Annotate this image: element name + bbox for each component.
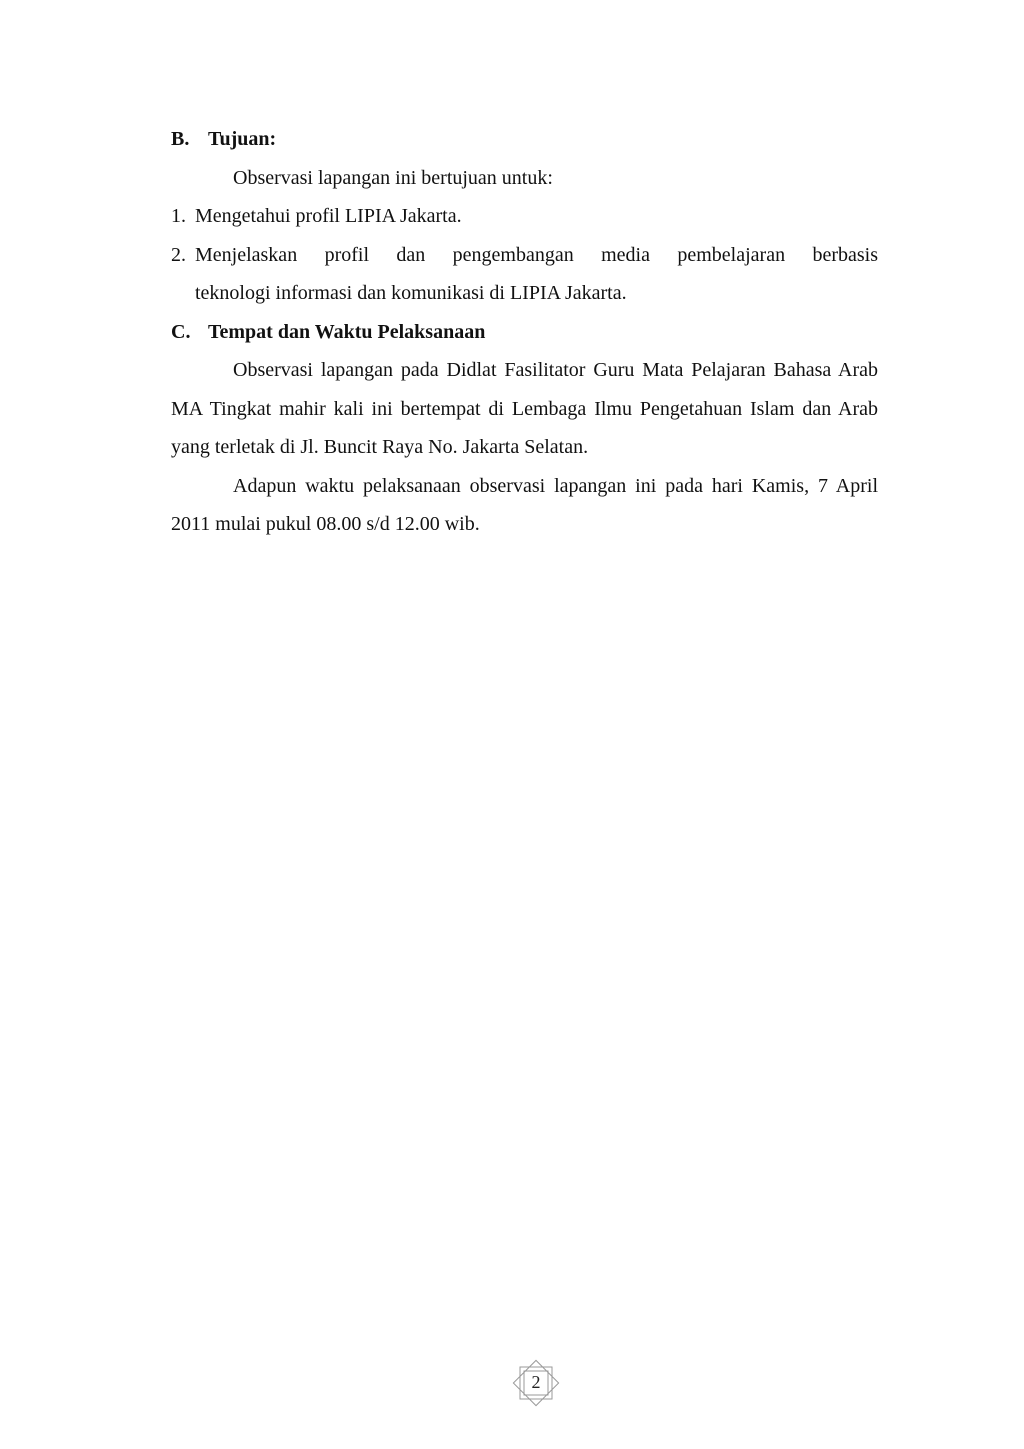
section-b-letter: B. xyxy=(171,128,190,150)
section-c-title: Tempat dan Waktu Pelaksanaan xyxy=(208,320,486,343)
document-page xyxy=(171,120,878,544)
list-item-text-line-2: teknologi informasi dan komunikasi di LIPIA Jakarta. xyxy=(195,282,627,304)
section-c-paragraph-location: Observasi lapangan pada Didlat Fasilitator Guru Mata Pelajaran Bahasa Arab MA Tingkat mahir kali ini bertempat di Lembaga Ilmu Pengetahuan Islam dan Arab yang terletak di Jl. Buncit Raya No. Jakarta Selatan. xyxy=(171,359,878,458)
list-item-text-line-1: Menjelaskan profil dan pengembangan media pembelajaran berbasis xyxy=(195,243,878,266)
section-c-letter: C. xyxy=(171,320,191,343)
section-b-intro: Observasi lapangan ini bertujuan untuk: xyxy=(233,166,553,189)
list-item-number: 2. xyxy=(171,243,186,266)
section-b-title: Tujuan: xyxy=(208,128,277,150)
list-item xyxy=(171,197,878,236)
section-c-heading xyxy=(171,313,878,352)
section-c-paragraph-time: Adapun waktu pelaksanaan observasi lapangan ini pada hari Kamis, 7 April 2011 mulai pukul 08.00 s/d 12.00 wib. xyxy=(171,474,878,535)
list-item xyxy=(171,236,878,313)
list-item-text: Mengetahui profil LIPIA Jakarta. xyxy=(195,205,462,227)
objectives-list xyxy=(171,197,878,313)
page-number-ornament xyxy=(510,1357,562,1409)
page-number: 2 xyxy=(531,1372,541,1392)
section-b-heading xyxy=(171,120,878,159)
list-item-number: 1. xyxy=(171,205,186,227)
